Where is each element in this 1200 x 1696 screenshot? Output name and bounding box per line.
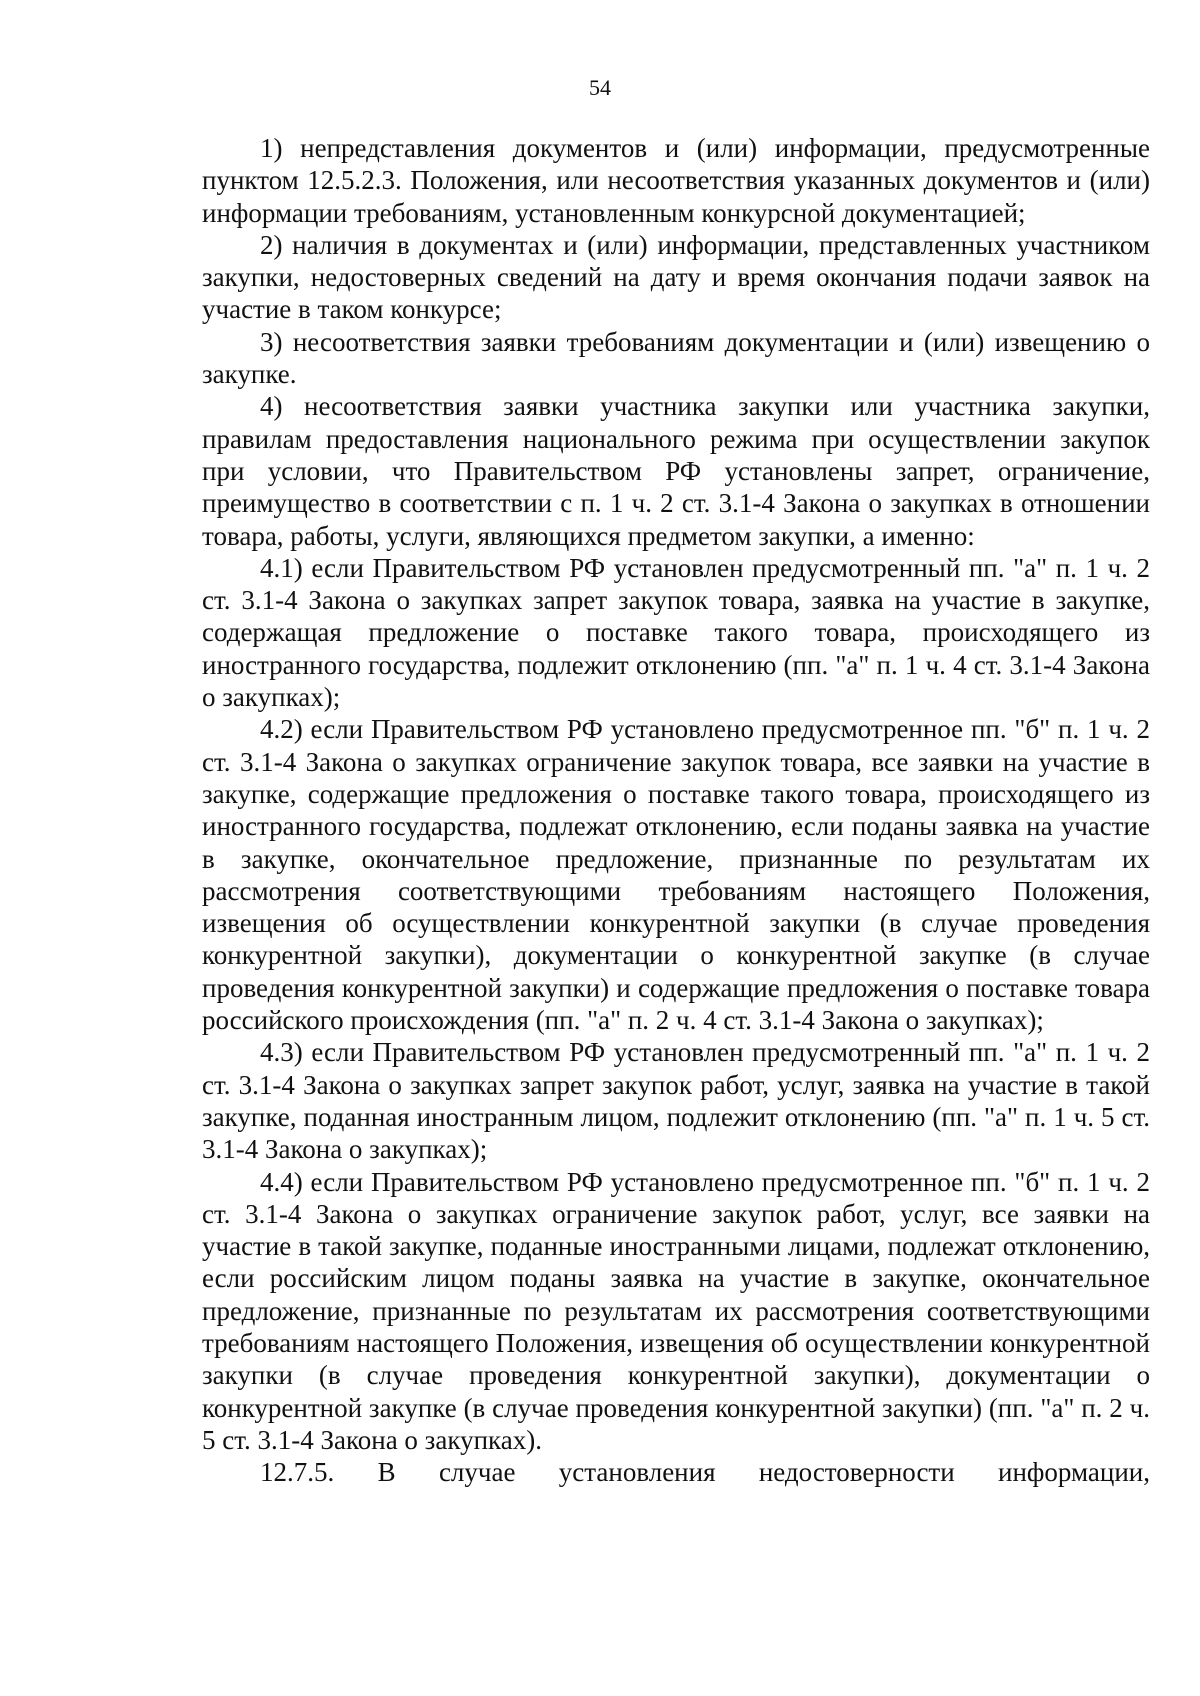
paragraph-item-4: 4) несоответствия заявки участника закупки или участника закупки, правилам предоставления национального режима при осуществлении закупок при условии, что Правительством РФ установлены запрет, ограничение, преимущество в соответствии с п. 1 ч. 2 ст. 3.1-4 Закона о закупках в отношении товара, работы, услуги, являющихся предметом закупки, а именно:	[202, 391, 1150, 551]
paragraph-item-4-2: 4.2) если Правительством РФ установлено предусмотренное пп. "б" п. 1 ч. 2 ст. 3.1-4 Закона о закупках ограничение закупок товара, все заявки на участие в закупке, содержащие предложения о поставке такого товара, происходящего из иностранного государства, подлежат отклонению, если поданы заявка на участие в закупке, окончательное предложение, признанные по результатам их рассмотрения соответствующими требованиям настоящего Положения, извещения об осуществлении конкурентной закупки (в случае проведения конкурентной закупки), документации о конкурентной закупке (в случае проведения конкурентной закупки) и содержащие предложения о поставке товара российского происхождения (пп. "а" п. 2 ч. 4 ст. 3.1-4 Закона о закупках);	[202, 714, 1150, 1036]
page-number: 54	[589, 75, 611, 100]
paragraph-item-4-1: 4.1) если Правительством РФ установлен предусмотренный пп. "а" п. 1 ч. 2 ст. 3.1-4 Закона о закупках запрет закупок товара, заявка на участие в закупке, содержащая предложение о поставке такого товара, происходящего из иностранного государства, подлежит отклонению (пп. "а" п. 1 ч. 4 ст. 3.1-4 Закона о закупках);	[202, 552, 1150, 713]
paragraph-item-2: 2) наличия в документах и (или) информации, представленных участником закупки, недостоверных сведений на дату и время окончания подачи заявок на участие в таком конкурсе;	[202, 229, 1150, 325]
paragraph-item-4-3: 4.3) если Правительством РФ установлен предусмотренный пп. "а" п. 1 ч. 2 ст. 3.1-4 Закона о закупках запрет закупок работ, услуг, заявка на участие в такой закупке, поданная иностранным лицом, подлежит отклонению (пп. "а" п. 1 ч. 5 ст. 3.1-4 Закона о закупках);	[202, 1037, 1150, 1165]
paragraph-item-1: 1) непредставления документов и (или) информации, предусмотренные пунктом 12.5.2.3. Положения, или несоответствия указанных документов и (или) информации требованиям, установленным конкурсной документацией;	[202, 133, 1150, 228]
paragraph-12-7-5: 12.7.5. В случае установления недостоверности информации,	[260, 1457, 1150, 1488]
paragraph-item-4-4: 4.4) если Правительством РФ установлено предусмотренное пп. "б" п. 1 ч. 2 ст. 3.1-4 Закона о закупках ограничение закупок работ, услуг, все заявки на участие в такой закупке, поданные иностранными лицами, подлежат отклонению, если российским лицом поданы заявка на участие в закупке, окончательное предложение, признанные по результатам их рассмотрения соответствующими требованиям настоящего Положения, извещения об осуществлении конкурентной закупки (в случае проведения конкурентной закупки), документации о конкурентной закупке (в случае проведения конкурентной закупки) (пп. "а" п. 2 ч. 5 ст. 3.1-4 Закона о закупках).	[202, 1166, 1150, 1455]
document-body	[202, 132, 1150, 1488]
paragraph-item-3: 3) несоответствия заявки требованиям документации и (или) извещению о закупке.	[202, 326, 1150, 390]
